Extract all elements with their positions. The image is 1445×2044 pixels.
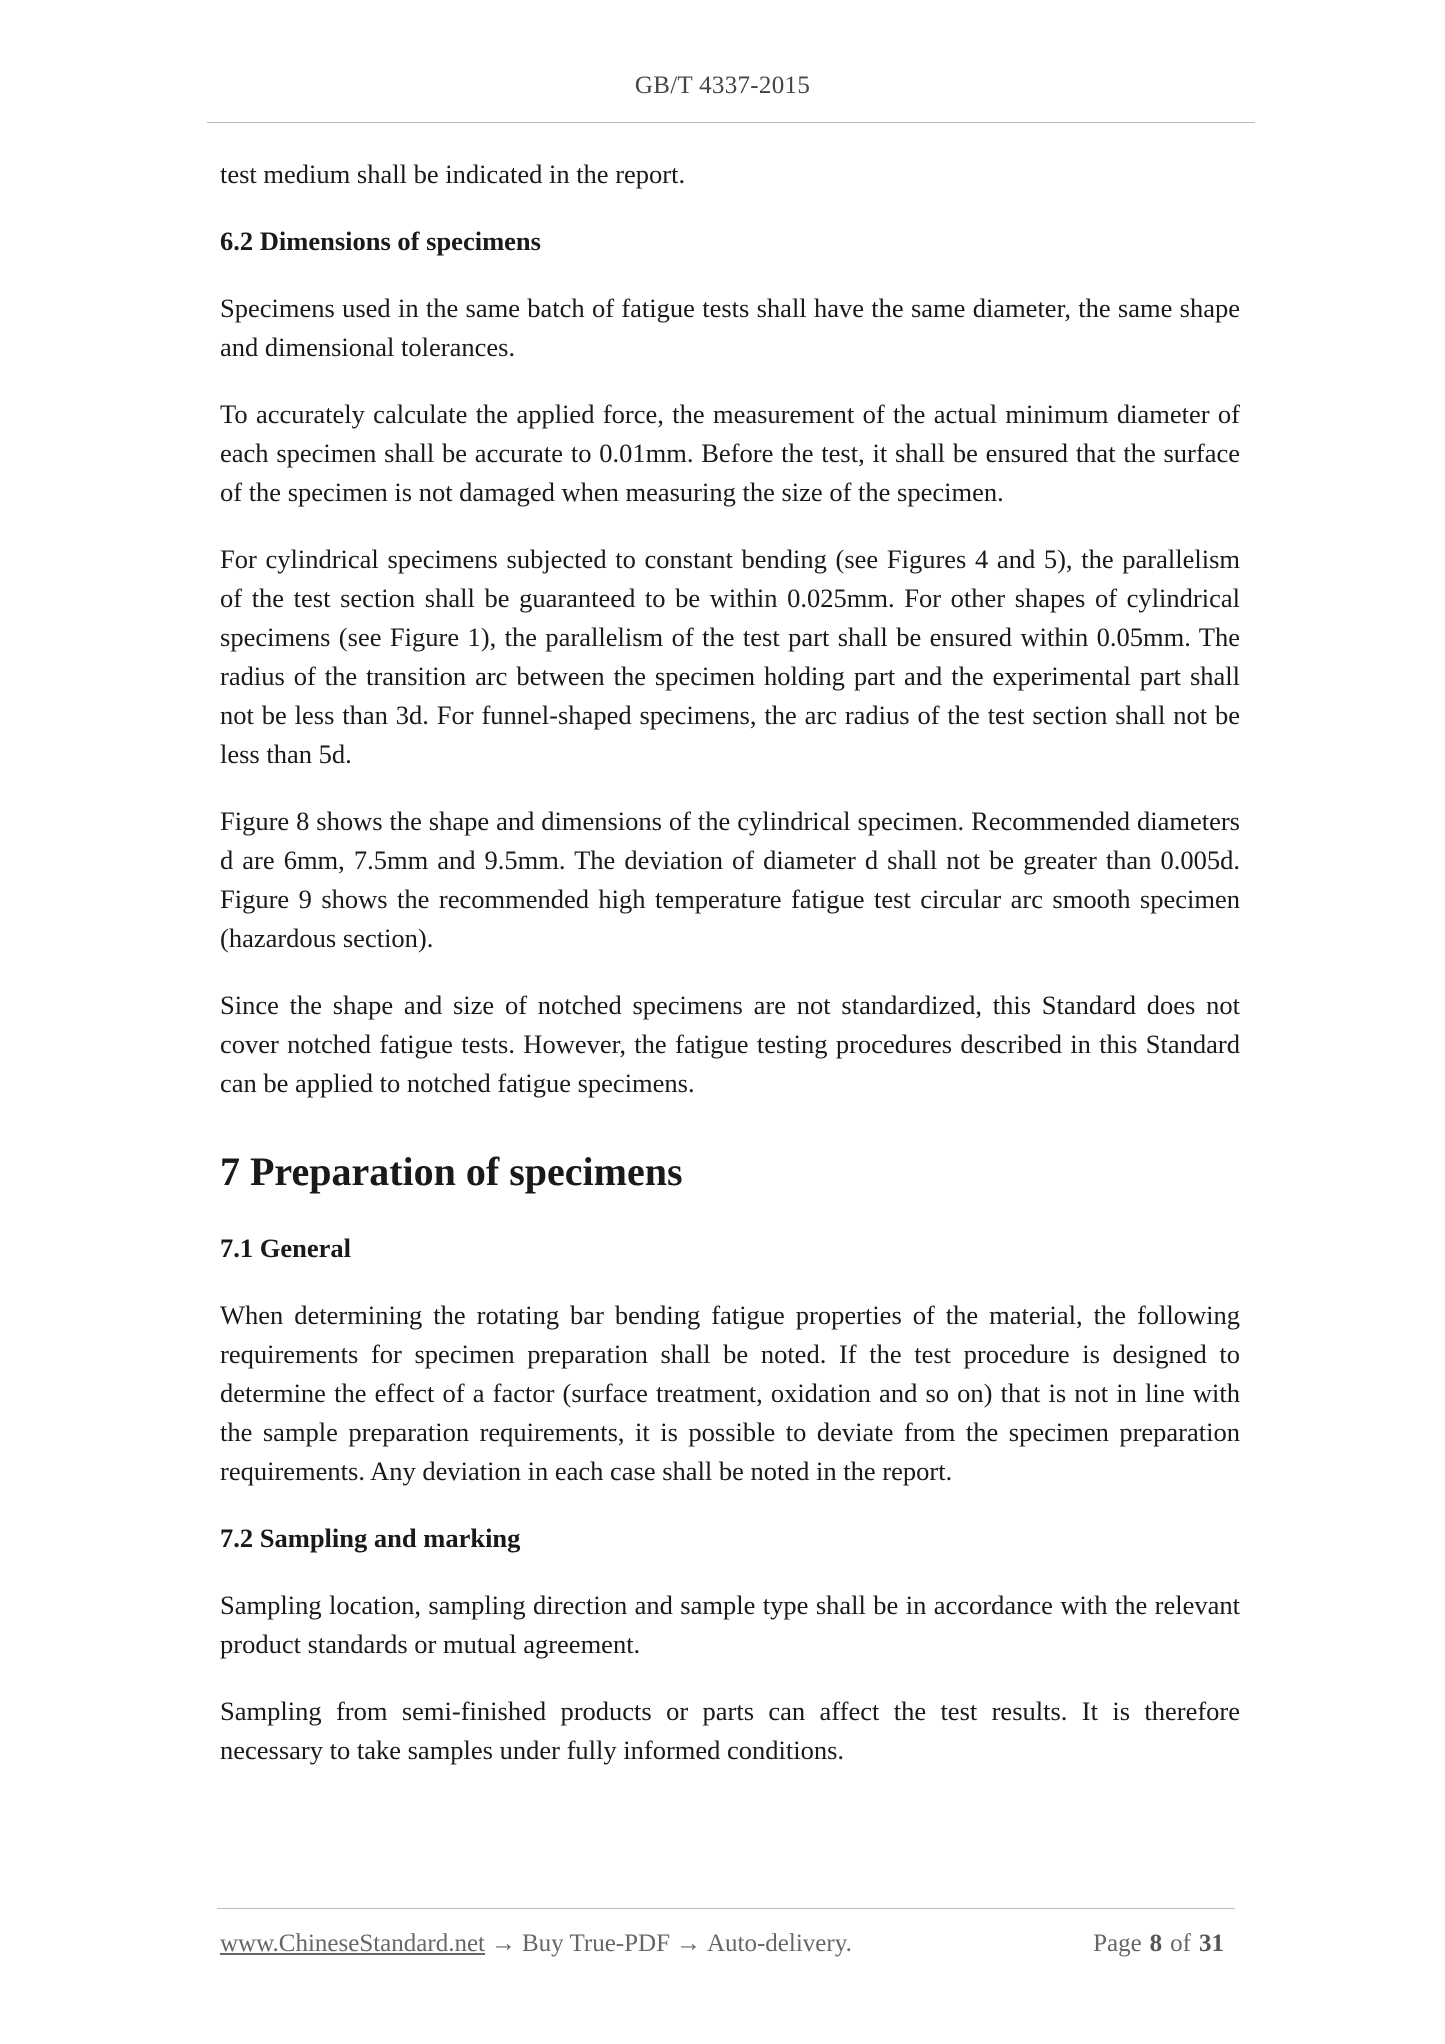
section-7-2-paragraph-1: Sampling location, sampling direction and sample type shall be in accordance with the relevant product standards or mutual agreement.: [220, 1590, 1240, 1659]
site-link[interactable]: www.ChineseStandard.net: [220, 1930, 485, 1957]
footer-promo: [220, 1930, 852, 1958]
section-6-2-paragraph-3: For cylindrical specimens subjected to constant bending (see Figures 4 and 5), the parallelism of the test section shall be guaranteed to be within 0.025mm. For other shapes of cylindrical specimens (see Figure 1), the parallelism of the test part shall be ensured within 0.05mm. The radius of the transition arc between the specimen holding part and the experimental part shall not be less than 3d. For funnel-shaped specimens, the arc radius of the test section shall not be less than 5d.: [220, 544, 1240, 769]
section-6-2-paragraph-2: To accurately calculate the applied force, the measurement of the actual minimum diameter of each specimen shall be accurate to 0.01mm. Before the test, it shall be ensured that the surface of the specimen is not damaged when measuring the size of the specimen.: [220, 399, 1240, 507]
page-label: Page: [1093, 1930, 1142, 1957]
arrow-right-icon: →: [491, 1930, 516, 1957]
page-of-label: of: [1170, 1930, 1191, 1957]
section-6-2-heading: 6.2 Dimensions of specimens: [220, 226, 541, 256]
section-7-2-heading: 7.2 Sampling and marking: [220, 1523, 521, 1553]
section-7-1-paragraph-1: When determining the rotating bar bending fatigue properties of the material, the following requirements for specimen preparation shall be noted. If the test procedure is designed to determine the effect of a factor (surface treatment, oxidation and so on) that is not in line with the sample preparation requirements, it is possible to deviate from the specimen preparation requirements. Any deviation in each case shall be noted in the report.: [220, 1300, 1240, 1486]
page-header-doc-id: GB/T 4337-2015: [634, 72, 811, 99]
section-7-2-paragraph-2: Sampling from semi-finished products or parts can affect the test results. It is therefore necessary to take samples under fully informed conditions.: [220, 1696, 1240, 1765]
section-7-1-heading: 7.1 General: [220, 1233, 351, 1263]
buy-pdf-text: Buy True-PDF: [522, 1930, 670, 1957]
section-6-2-paragraph-1: Specimens used in the same batch of fatigue tests shall have the same diameter, the same shape and dimensional tolerances.: [220, 293, 1240, 362]
arrow-right-icon: →: [675, 1930, 701, 1957]
auto-delivery-text: Auto-delivery.: [706, 1930, 852, 1957]
section-6-2-paragraph-5: Since the shape and size of notched specimens are not standardized, this Standard does not cover notched fatigue tests. However, the fatigue testing procedures described in this Standard can be applied to notched fatigue specimens.: [220, 990, 1240, 1098]
section-6-2-paragraph-4: Figure 8 shows the shape and dimensions of the cylindrical specimen. Recommended diameters d are 6mm, 7.5mm and 9.5mm. The deviation of diameter d shall not be greater than 0.005d. Figure 9 shows the recommended high temperature fatigue test circular arc smooth specimen (hazardous section).: [220, 806, 1240, 953]
header-divider: [207, 122, 1255, 123]
current-page-number: 8: [1149, 1930, 1163, 1957]
intro-paragraph: test medium shall be indicated in the report.: [220, 159, 686, 189]
page-indicator: [1093, 1930, 1232, 1958]
document-body: [220, 155, 1240, 1798]
total-pages-number: 31: [1199, 1930, 1224, 1957]
section-7-heading: 7 Preparation of specimens: [220, 1149, 683, 1194]
footer-divider: [217, 1908, 1235, 1909]
page-footer: [220, 1930, 1232, 1958]
